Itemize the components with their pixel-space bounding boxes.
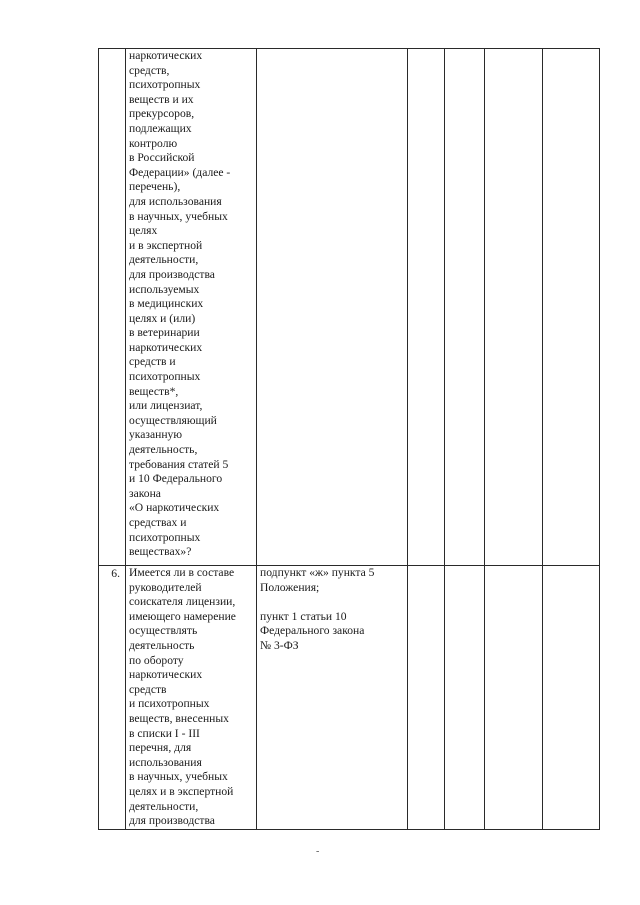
text-line: имеющего намерение [129, 609, 236, 623]
notes-cell [543, 566, 600, 830]
text-line: Имеется ли в составе [129, 566, 235, 579]
question-cell [126, 49, 257, 566]
text-line: Федерального закона [260, 624, 365, 638]
reference-spacer [260, 595, 405, 610]
text-line: в списки I - III [129, 726, 200, 740]
text-line: в Российской [129, 151, 195, 165]
answer-yes-cell [408, 49, 445, 566]
text-line: требования статей 5 [129, 457, 229, 471]
text-line: деятельность [129, 638, 195, 652]
text-line: целях [129, 224, 158, 238]
text-line: наркотических [129, 668, 203, 682]
reference-cell [257, 566, 408, 830]
text-line: наркотических [129, 49, 203, 62]
text-line: веществ*, [129, 384, 179, 398]
table-row-6 [99, 566, 600, 830]
text-line: для использования [129, 194, 222, 208]
text-line: контролю [129, 136, 178, 150]
text-line: № 3-ФЗ [260, 638, 299, 652]
reference-cell [257, 49, 408, 566]
text-line: психотропных [129, 78, 201, 92]
text-line: руководителей [129, 580, 202, 594]
question-text [126, 566, 256, 829]
answer-yes-cell [408, 566, 445, 830]
text-line: Федерации» (далее - [129, 165, 231, 179]
text-line: в ветеринарии [129, 326, 200, 340]
text-line: для производства [129, 267, 215, 281]
text-line: средствах и [129, 516, 187, 529]
row-number: 6. [111, 567, 120, 580]
text-line: осуществлять [129, 624, 198, 638]
text-line: деятельности, [129, 799, 199, 813]
notes-cell [543, 49, 600, 566]
text-line: веществ, внесенных [129, 711, 229, 725]
text-line: психотропных [129, 530, 201, 544]
text-line: закона [129, 486, 161, 500]
text-line: деятельности, [129, 253, 199, 267]
page-mark: - [316, 846, 320, 857]
table-row-continued [99, 49, 600, 566]
text-line: и 10 Федерального [129, 472, 223, 486]
answer-no-cell [445, 49, 485, 566]
text-line: пункт 1 статьи 10 [260, 609, 347, 623]
checklist-table [98, 48, 600, 830]
text-line: подлежащих [129, 121, 192, 135]
text-line: соискателя лицензии, [129, 595, 236, 609]
row-number-cell [99, 566, 126, 830]
text-line: для производства [129, 814, 215, 828]
text-line: средств [129, 682, 167, 696]
text-line: веществах»? [129, 545, 192, 559]
text-line: средств, [129, 63, 170, 77]
text-line: целях и в экспертной [129, 784, 234, 798]
text-line: в научных, учебных [129, 209, 228, 223]
text-line: используемых [129, 282, 200, 296]
text-line: в медицинских [129, 297, 204, 311]
answer-no-cell [445, 566, 485, 830]
answer-na-cell [485, 49, 543, 566]
reference-text [257, 566, 407, 654]
reference-part-2 [260, 610, 405, 654]
text-line: веществ и их [129, 92, 194, 106]
text-line: средств и [129, 355, 176, 369]
text-line: и психотропных [129, 697, 210, 711]
text-line: использования [129, 755, 202, 769]
text-line: наркотических [129, 340, 203, 354]
text-line: деятельность, [129, 443, 198, 457]
row-number [99, 49, 125, 50]
text-line: целях и (или) [129, 311, 196, 325]
text-line: подпункт «ж» пункта 5 [260, 566, 375, 579]
text-line: или лицензиат, [129, 399, 203, 413]
question-cell [126, 566, 257, 830]
text-line: прекурсоров, [129, 107, 195, 121]
text-line: указанную [129, 428, 182, 442]
text-line: в научных, учебных [129, 770, 228, 784]
answer-na-cell [485, 566, 543, 830]
reference-part-1 [260, 566, 405, 595]
row-number-cell [99, 49, 126, 566]
text-line: «О наркотических [129, 501, 220, 515]
text-line: и в экспертной [129, 238, 203, 252]
text-line: перечень), [129, 180, 181, 194]
text-line: перечня, для [129, 741, 192, 755]
question-text [126, 49, 256, 560]
text-line: Положения; [260, 580, 320, 594]
text-line: психотропных [129, 370, 201, 384]
text-line: осуществляющий [129, 413, 217, 427]
text-line: по обороту [129, 653, 184, 667]
